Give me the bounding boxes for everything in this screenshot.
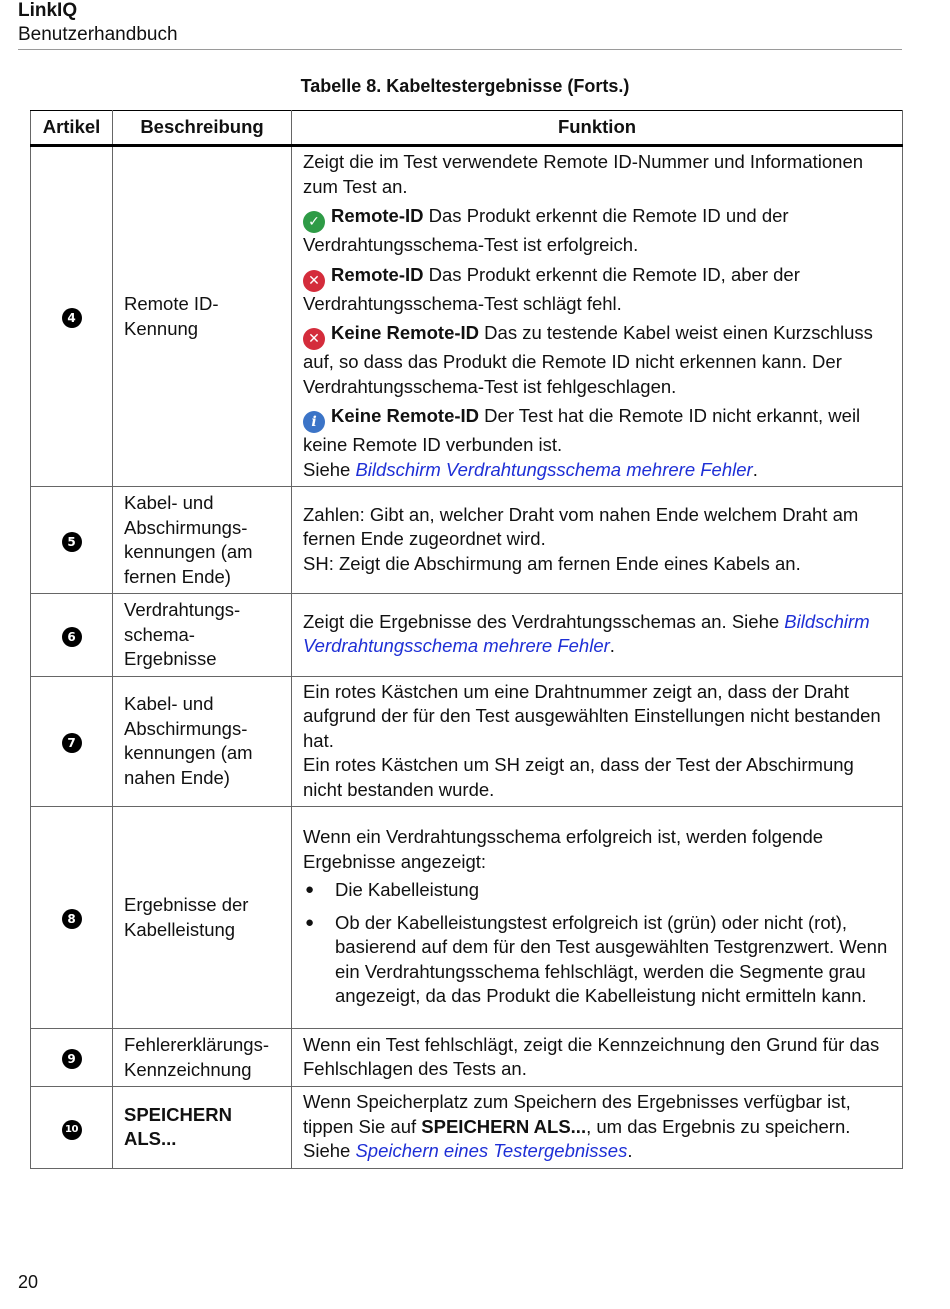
function-text: SH: Zeigt die Abschirmung am fernen Ende eines Kabels an. — [303, 552, 801, 574]
status-entry — [303, 204, 894, 258]
status-label: Remote-ID — [331, 205, 424, 226]
item-number-cell — [31, 487, 113, 594]
function-cell — [292, 146, 903, 487]
column-header-function: Funktion — [292, 111, 903, 146]
function-text: Wenn ein Test fehlschlägt, zeigt die Kennzeichnung den Grund für das Fehlschlagen des Tests an. — [303, 1033, 880, 1079]
status-text: Der Test hat die Remote ID nicht erkannt, weil keine Remote ID verbunden ist. — [303, 405, 861, 455]
function-cell — [292, 807, 903, 1029]
status-label: Remote-ID — [331, 263, 424, 285]
header-divider — [18, 49, 902, 50]
page-number: 20 — [18, 1272, 39, 1292]
bullet-list — [303, 878, 894, 1009]
item-number-cell — [31, 1029, 113, 1087]
item-number-badge: 8 — [62, 909, 82, 929]
description-cell: Kabel- und Abschirmungs-kennungen (am fernen Ende) — [113, 487, 292, 594]
cross-reference-link[interactable]: Bildschirm Verdrahtungsschema mehrere Fehler — [355, 458, 753, 480]
see-also: Siehe Speichern eines Testergebnisses. — [303, 1140, 633, 1161]
page-header — [18, 0, 902, 48]
description-cell: Kabel- und Abschirmungs-kennungen (am nahen Ende) — [113, 676, 292, 807]
function-cell — [292, 594, 903, 677]
function-text: Wenn Speicherplatz zum Speichern des Ergebnisses verfügbar ist, tippen Sie auf SPEICHERN ALS..., um das Ergebnis zu speichern. — [303, 1091, 851, 1137]
manual-title: Benutzerhandbuch — [18, 24, 178, 45]
x-circle-icon: ✕ — [303, 328, 325, 350]
table-header-row — [31, 111, 903, 146]
table-row — [31, 146, 903, 487]
status-text: Das zu testende Kabel weist einen Kurzschluss auf, so dass das Produkt die Remote ID nicht erkennen kann. Der Verdrahtungsschema-Test ist fehlgeschlagen. — [303, 322, 873, 397]
column-header-description: Beschreibung — [113, 111, 292, 146]
function-text: Ein rotes Kästchen um eine Drahtnummer zeigt an, dass der Draht aufgrund der für den Test ausgewählten Einstellungen nicht bestanden hat. — [303, 680, 881, 751]
item-number-cell — [31, 676, 113, 807]
x-circle-icon: ✕ — [303, 270, 325, 292]
description-cell: Remote ID-Kennung — [113, 146, 292, 487]
description-cell — [113, 1087, 292, 1169]
item-number-cell — [31, 146, 113, 487]
description-cell: Fehlererklärungs-Kennzeichnung — [113, 1029, 292, 1087]
function-text: Zahlen: Gibt an, welcher Draht vom nahen Ende welchem Draht am fernen Ende zugeordnet wird. — [303, 503, 859, 550]
table-row — [31, 676, 903, 807]
see-also: Siehe Bildschirm Verdrahtungsschema mehrere Fehler. — [303, 458, 758, 480]
function-text: Zeigt die im Test verwendete Remote ID-Nummer und Informationen zum Test an. — [303, 151, 864, 197]
table-row — [31, 1087, 903, 1169]
status-entry — [303, 321, 894, 399]
cross-reference-link[interactable]: Bildschirm Verdrahtungsschema mehrere Fehler — [303, 610, 870, 657]
function-cell — [292, 487, 903, 594]
description-text: SPEICHERN ALS... — [124, 1103, 232, 1150]
product-name: LinkIQ — [18, 0, 78, 21]
status-label: Keine Remote-ID — [331, 322, 480, 343]
cross-reference-link[interactable]: Speichern eines Testergebnisses — [355, 1140, 628, 1161]
item-number-badge: 5 — [62, 532, 82, 552]
item-number-badge: 9 — [62, 1049, 82, 1069]
info-circle-icon: i — [303, 411, 325, 433]
item-number-cell — [31, 1087, 113, 1169]
status-text: Das Produkt erkennt die Remote ID und der Verdrahtungsschema-Test ist erfolgreich. — [303, 205, 789, 255]
function-text: Wenn ein Verdrahtungsschema erfolgreich ist, werden folgende Ergebnisse angezeigt: — [303, 826, 824, 872]
function-cell — [292, 1087, 903, 1169]
item-number-badge: 7 — [62, 733, 82, 753]
function-cell — [292, 676, 903, 807]
item-number-badge: 6 — [62, 627, 82, 647]
status-entry — [303, 404, 894, 458]
table-row — [31, 487, 903, 594]
status-label: Keine Remote-ID — [331, 405, 480, 426]
function-text: Ein rotes Kästchen um SH zeigt an, dass der Test der Abschirmung nicht bestanden wurde. — [303, 754, 854, 800]
status-text: Das Produkt erkennt die Remote ID, aber der Verdrahtungsschema-Test schlägt fehl. — [303, 263, 800, 314]
function-text: Zeigt die Ergebnisse des Verdrahtungsschemas an. Siehe Bildschirm Verdrahtungsschema mehrere Fehler. — [303, 610, 870, 657]
description-cell: Verdrahtungs-schema-Ergebnisse — [113, 594, 292, 677]
column-header-item: Artikel — [31, 111, 113, 146]
item-number-cell — [31, 807, 113, 1029]
status-entry — [303, 263, 894, 317]
list-item: ● Die Kabelleistung — [303, 878, 894, 903]
table-row — [31, 594, 903, 677]
results-table — [30, 110, 903, 1169]
description-cell: Ergebnisse der Kabelleistung — [113, 807, 292, 1029]
check-circle-icon: ✓ — [303, 211, 325, 233]
table-caption: Tabelle 8. Kabeltestergebnisse (Forts.) — [300, 76, 630, 96]
list-item: ● Ob der Kabelleistungstest erfolgreich ist (grün) oder nicht (rot), basierend auf dem für den Test ausgewählten Testgrenzwert. Wenn ein Verdrahtungsschema fehlschlägt, werden die Segmente grau angezeigt, da das Produkt die Kabelleistung nicht ermitteln kann. — [303, 911, 894, 1009]
item-number-badge: 4 — [62, 308, 82, 328]
function-cell — [292, 1029, 903, 1087]
table-row — [31, 1029, 903, 1087]
table-row — [31, 807, 903, 1029]
item-number-cell — [31, 594, 113, 677]
item-number-badge: 10 — [62, 1120, 82, 1140]
